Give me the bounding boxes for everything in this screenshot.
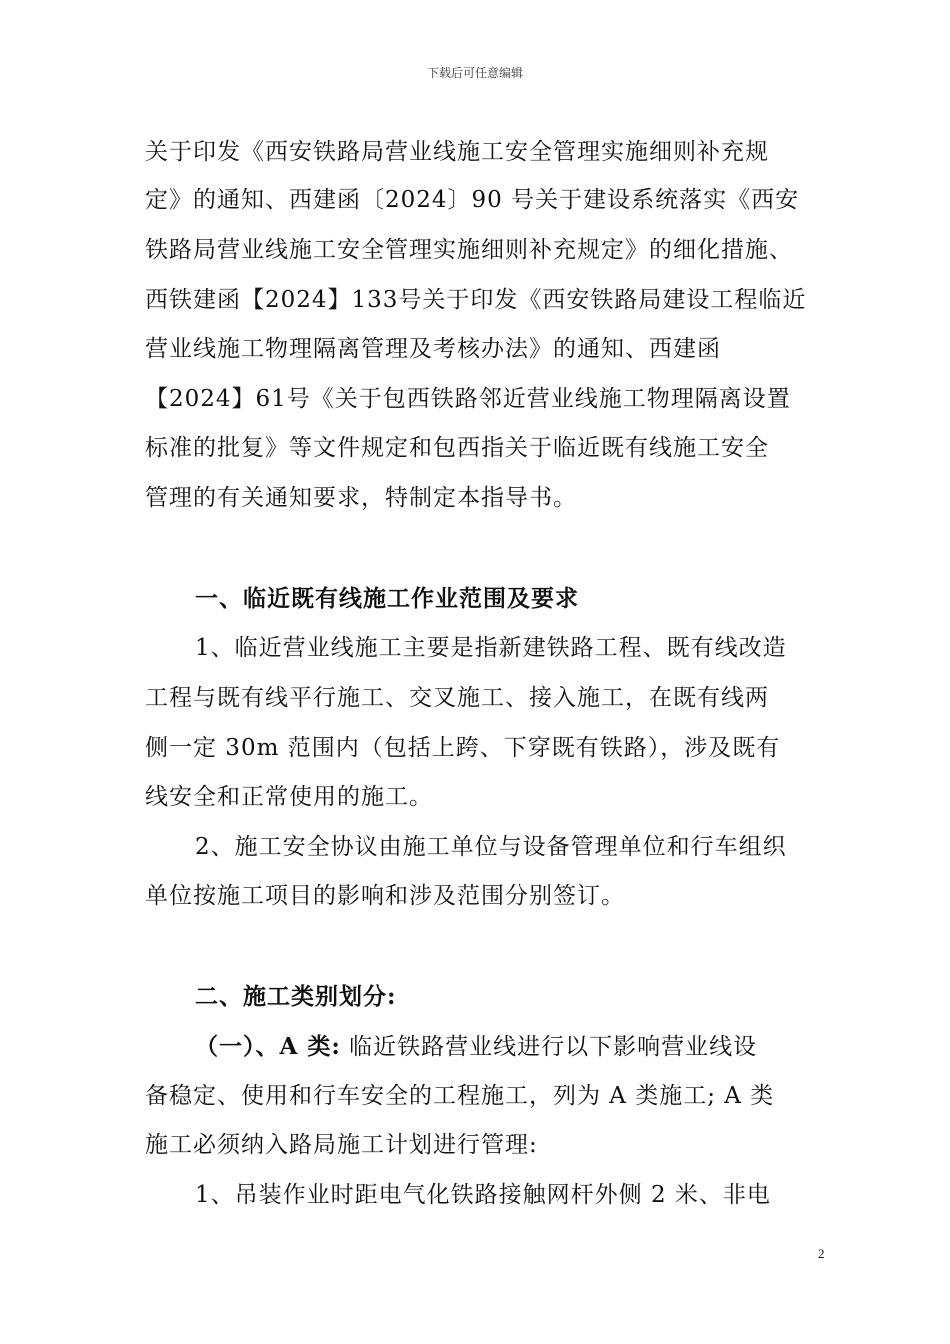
- class-a-label: （一）、A 类:: [195, 1033, 341, 1060]
- intro-line-8: 管理的有关通知要求，特制定本指导书。: [145, 485, 577, 511]
- section1-item1-line-4: 线安全和正常使用的施工。: [145, 784, 433, 810]
- section1-item1-line-1: 1、临近营业线施工主要是指新建铁路工程、既有线改造: [195, 635, 787, 661]
- section2-item1-line-1: 1、吊装作业时距电气化铁路接触网杆外侧 2 米、非电: [195, 1182, 771, 1208]
- section1-item1-line-2: 工程与既有线平行施工、交叉施工、接入施工，在既有线两: [145, 685, 769, 711]
- page-number: 2: [818, 1246, 825, 1261]
- class-a-line-2: 备稳定、使用和行车安全的工程施工，列为 A 类施工; A 类: [145, 1083, 775, 1109]
- intro-line-3: 铁路局营业线施工安全管理实施细则补充规定》的细化措施、: [145, 237, 793, 263]
- intro-line-4: 西铁建函【2024】133号关于印发《西安铁路局建设工程临近: [145, 287, 807, 313]
- class-a-text: 临近铁路营业线进行以下影响营业线设: [349, 1034, 758, 1060]
- section1-item2-line-2: 单位按施工项目的影响和涉及范围分别签订。: [145, 883, 625, 909]
- intro-line-5: 营业线施工物理隔离管理及考核办法》的通知、西建函: [145, 336, 721, 362]
- section1-heading: 一、临近既有线施工作业范围及要求: [195, 585, 579, 612]
- page-header: 下载后可任意编辑: [426, 66, 523, 80]
- section2-heading: 二、施工类别划分:: [195, 983, 397, 1010]
- section1-item1-line-3: 侧一定 30m 范围内（包括上跨、下穿既有铁路），涉及既有: [145, 735, 781, 761]
- intro-line-2: 定》的通知、西建函〔2024〕90 号关于建设系统落实《西安: [145, 187, 800, 213]
- section1-item2-line-1: 2、施工安全协议由施工单位与设备管理单位和行车组织: [195, 834, 787, 860]
- intro-line-7: 标准的批复》等文件规定和包西指关于临近既有线施工安全: [145, 435, 769, 461]
- class-a-first-line: [195, 1032, 757, 1062]
- intro-line-1: 关于印发《西安铁路局营业线施工安全管理实施细则补充规: [145, 139, 769, 165]
- intro-line-6: 【2024】61号《关于包西铁路邻近营业线施工物理隔离设置: [145, 386, 791, 412]
- class-a-line-3: 施工必须纳入路局施工计划进行管理:: [145, 1132, 538, 1158]
